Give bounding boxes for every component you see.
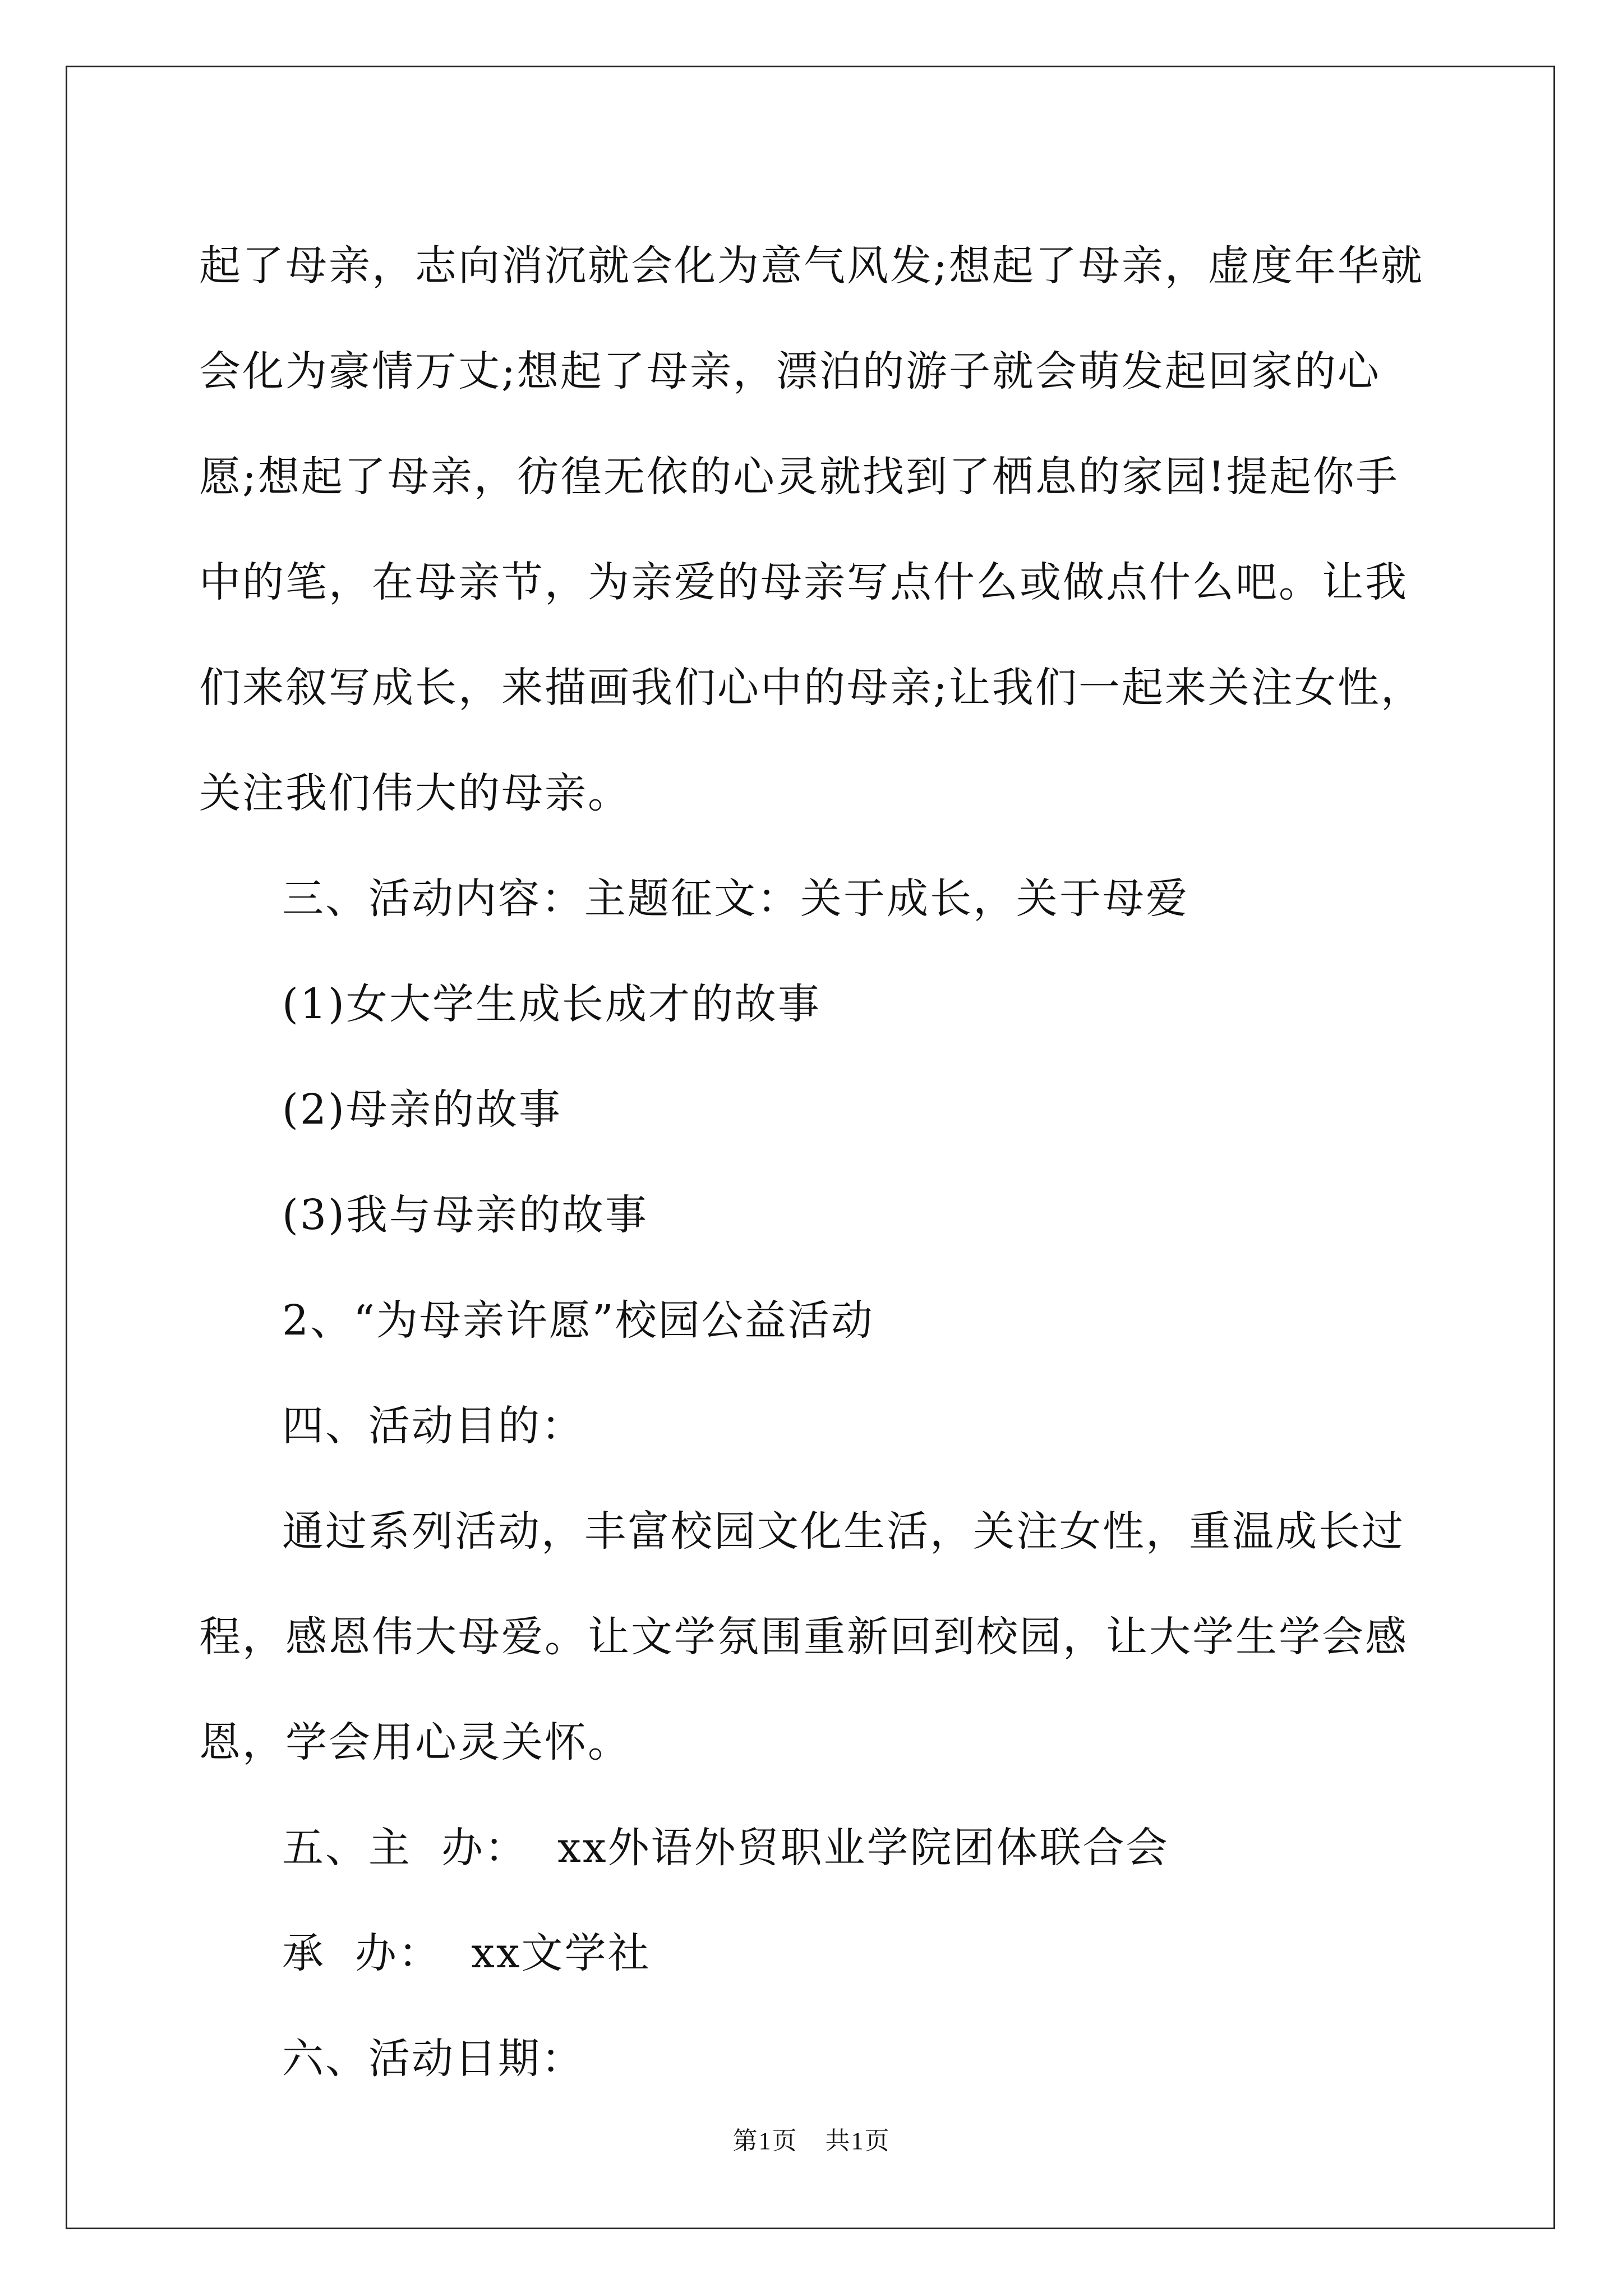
document-body <box>199 213 1427 2111</box>
organizer-line: 五、主 办： xx外语外贸职业学院团体联合会 <box>282 1824 1169 1872</box>
list-item-2: (2)母亲的故事 <box>282 1085 562 1134</box>
page-number: 第1页 <box>732 2127 798 2155</box>
activity-two: 2、“为母亲许愿”校园公益活动 <box>282 1296 874 1345</box>
co-organizer-line: 承 办： xx文学社 <box>282 1929 651 1977</box>
list-item-3: (3)我与母亲的故事 <box>282 1191 648 1239</box>
paragraph-continuation: 起了母亲，志向消沉就会化为意气风发;想起了母亲，虚度年华就会化为豪情万丈;想起了母亲，漂泊的游子就会萌发起回家的心愿;想起了母亲，彷徨无依的心灵就找到了栖息的家园!提起你手中的笔，在母亲节，为亲爱的母亲写点什么或做点什么吧。让我们来叙写成长，来描画我们心中的母亲;让我们一起来关注女性，关注我们伟大的母亲。 <box>199 242 1424 817</box>
section-four-heading: 四、活动目的： <box>282 1402 584 1450</box>
page-footer <box>0 2120 1623 2156</box>
list-item-1: (1)女大学生成长成才的故事 <box>282 980 821 1028</box>
page-total: 共1页 <box>825 2127 891 2155</box>
section-six-heading: 六、活动日期： <box>282 2035 584 2083</box>
purpose-paragraph: 通过系列活动，丰富校园文化生活，关注女性，重温成长过程，感恩伟大母爱。让文学氛围重新回到校园，让大学生学会感恩，学会用心灵关怀。 <box>199 1507 1408 1766</box>
section-three-heading: 三、活动内容：主题征文：关于成长，关于母爱 <box>282 875 1189 923</box>
